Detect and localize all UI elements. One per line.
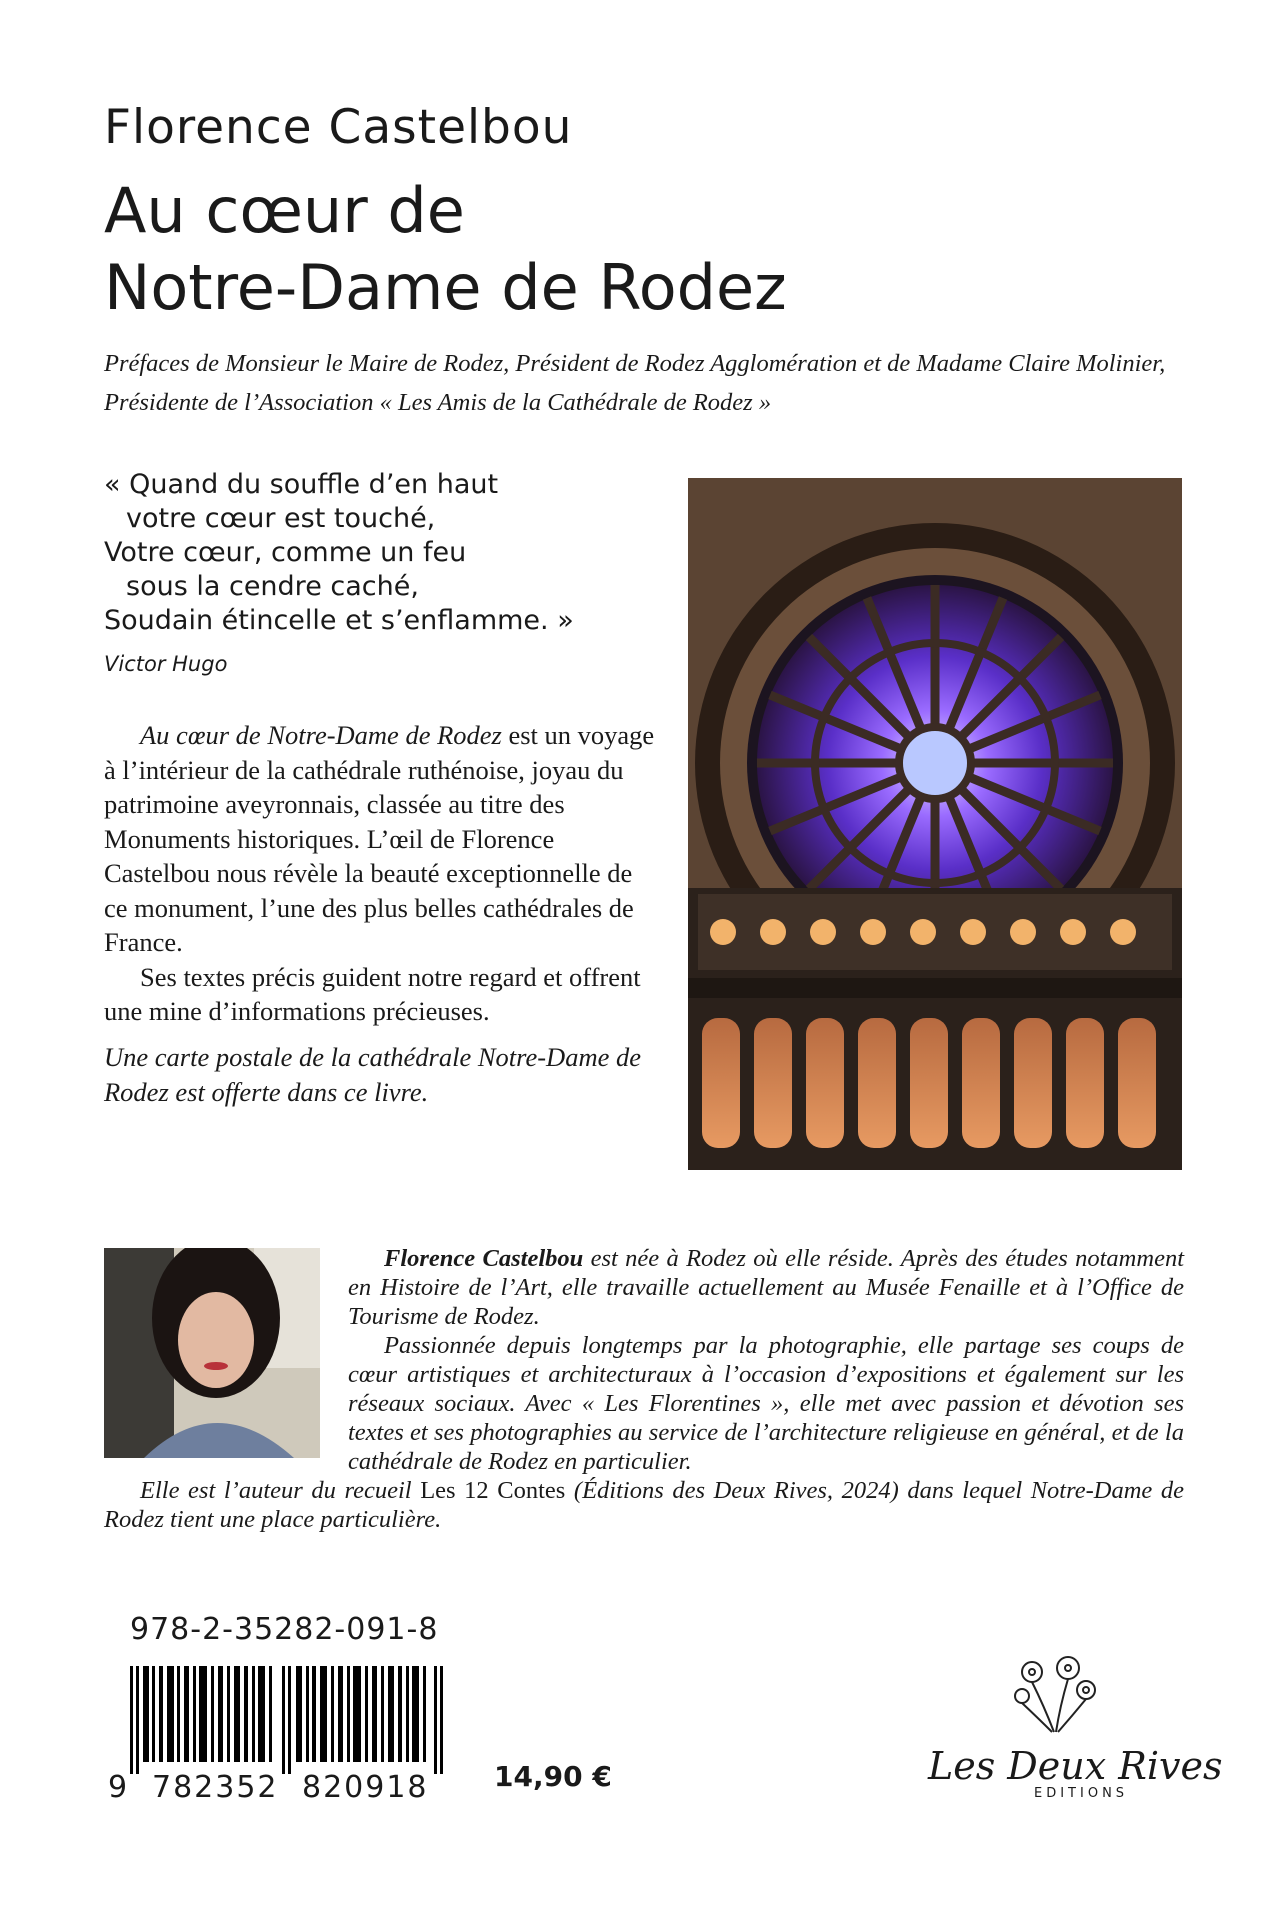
bio-paragraph-3b: (Éditions des Deux Rives, 2024) dans lequel Notre-Dame de Rodez tient une place particulière. [104, 1477, 1185, 1533]
book-description [104, 718, 656, 1029]
poem-line: Votre cœur, comme un feu [104, 537, 467, 568]
bio-author-name: Florence Castelbou [384, 1245, 584, 1272]
poem-line: votre cœur est touché, [126, 503, 436, 534]
poem-line: sous la cendre caché, [126, 571, 419, 602]
flower-logo-drawing [1010, 1656, 1100, 1734]
publisher-subtitle: EDITIONS [1034, 1786, 1129, 1801]
barcode [130, 1666, 446, 1774]
description-paragraph-1: est un voyage à l’intérieur de la cathédrale ruthénoise, joyau du patrimoine aveyronnais, classée au titre des Monuments historiques. L’œil de Florence Castelbou nous révèle la beauté exceptionnelle de ce monument, l’une des plus belles cathédrales de France. [104, 720, 655, 957]
rose-window-illustration [688, 478, 1182, 1170]
author-biography [104, 1244, 1184, 1534]
barcode-digit-lead: 9 [108, 1770, 128, 1805]
barcode-bars [130, 1666, 446, 1774]
poem-line: Soudain étincelle et s’enflamme. » [104, 605, 574, 636]
publisher-flower-icon [1010, 1656, 1100, 1734]
publisher-name: Les Deux Rives [928, 1744, 1223, 1788]
bio-paragraph-1: est née à Rodez où elle réside. Après des études notamment en Histoire de l’Art, elle travaille actuellement au Musée Fenaille et à l’Office de Tourisme de Rodez. [348, 1245, 1184, 1330]
description-book-title: Au cœur de Notre-Dame de Rodez [140, 720, 502, 750]
price: 14,90 € [494, 1760, 612, 1793]
bio-book-title: Les 12 Contes [420, 1477, 566, 1504]
poem-quote [104, 468, 574, 638]
poem-author: Victor Hugo [104, 652, 228, 676]
barcode-digits-right: 820918 [302, 1770, 429, 1805]
poem-line: « Quand du souffle d’en haut [104, 469, 499, 500]
title-line-2: Notre-Dame de Rodez [104, 251, 787, 324]
isbn-number: 978-2-35282-091-8 [130, 1612, 439, 1647]
title-line-1: Au cœur de [104, 174, 465, 247]
barcode-digits-left: 782352 [152, 1770, 279, 1805]
book-author: Florence Castelbou [104, 100, 573, 155]
preface-text: Préfaces de Monsieur le Maire de Rodez, Président de Rodez Agglomération et de Madame Claire Molinier, Présidente de l’Association « Les Amis de la Cathédrale de Rodez » [104, 350, 1166, 416]
bio-paragraph-2: Passionnée depuis longtemps par la photographie, elle partage ses coups de cœur artistiques et architecturaux à l’occasion d’expositions et également sur les réseaux sociaux. Avec « Les Florentines », elle met avec passion et dévotion ses textes et ses photographies au service de l’architecture religieuse en général, et de la cathédrale de Rodez en particulier. [348, 1332, 1184, 1475]
description-paragraph-2: Ses textes précis guident notre regard et offrent une mine d’informations précieuses. [104, 961, 641, 1026]
book-title [104, 172, 787, 326]
postcard-offer: Une carte postale de la cathédrale Notre-Dame de Rodez est offerte dans ce livre. [104, 1042, 641, 1107]
cathedral-rose-window-photo [688, 478, 1182, 1170]
bio-paragraph-3a: Elle est l’auteur du recueil [140, 1477, 421, 1504]
